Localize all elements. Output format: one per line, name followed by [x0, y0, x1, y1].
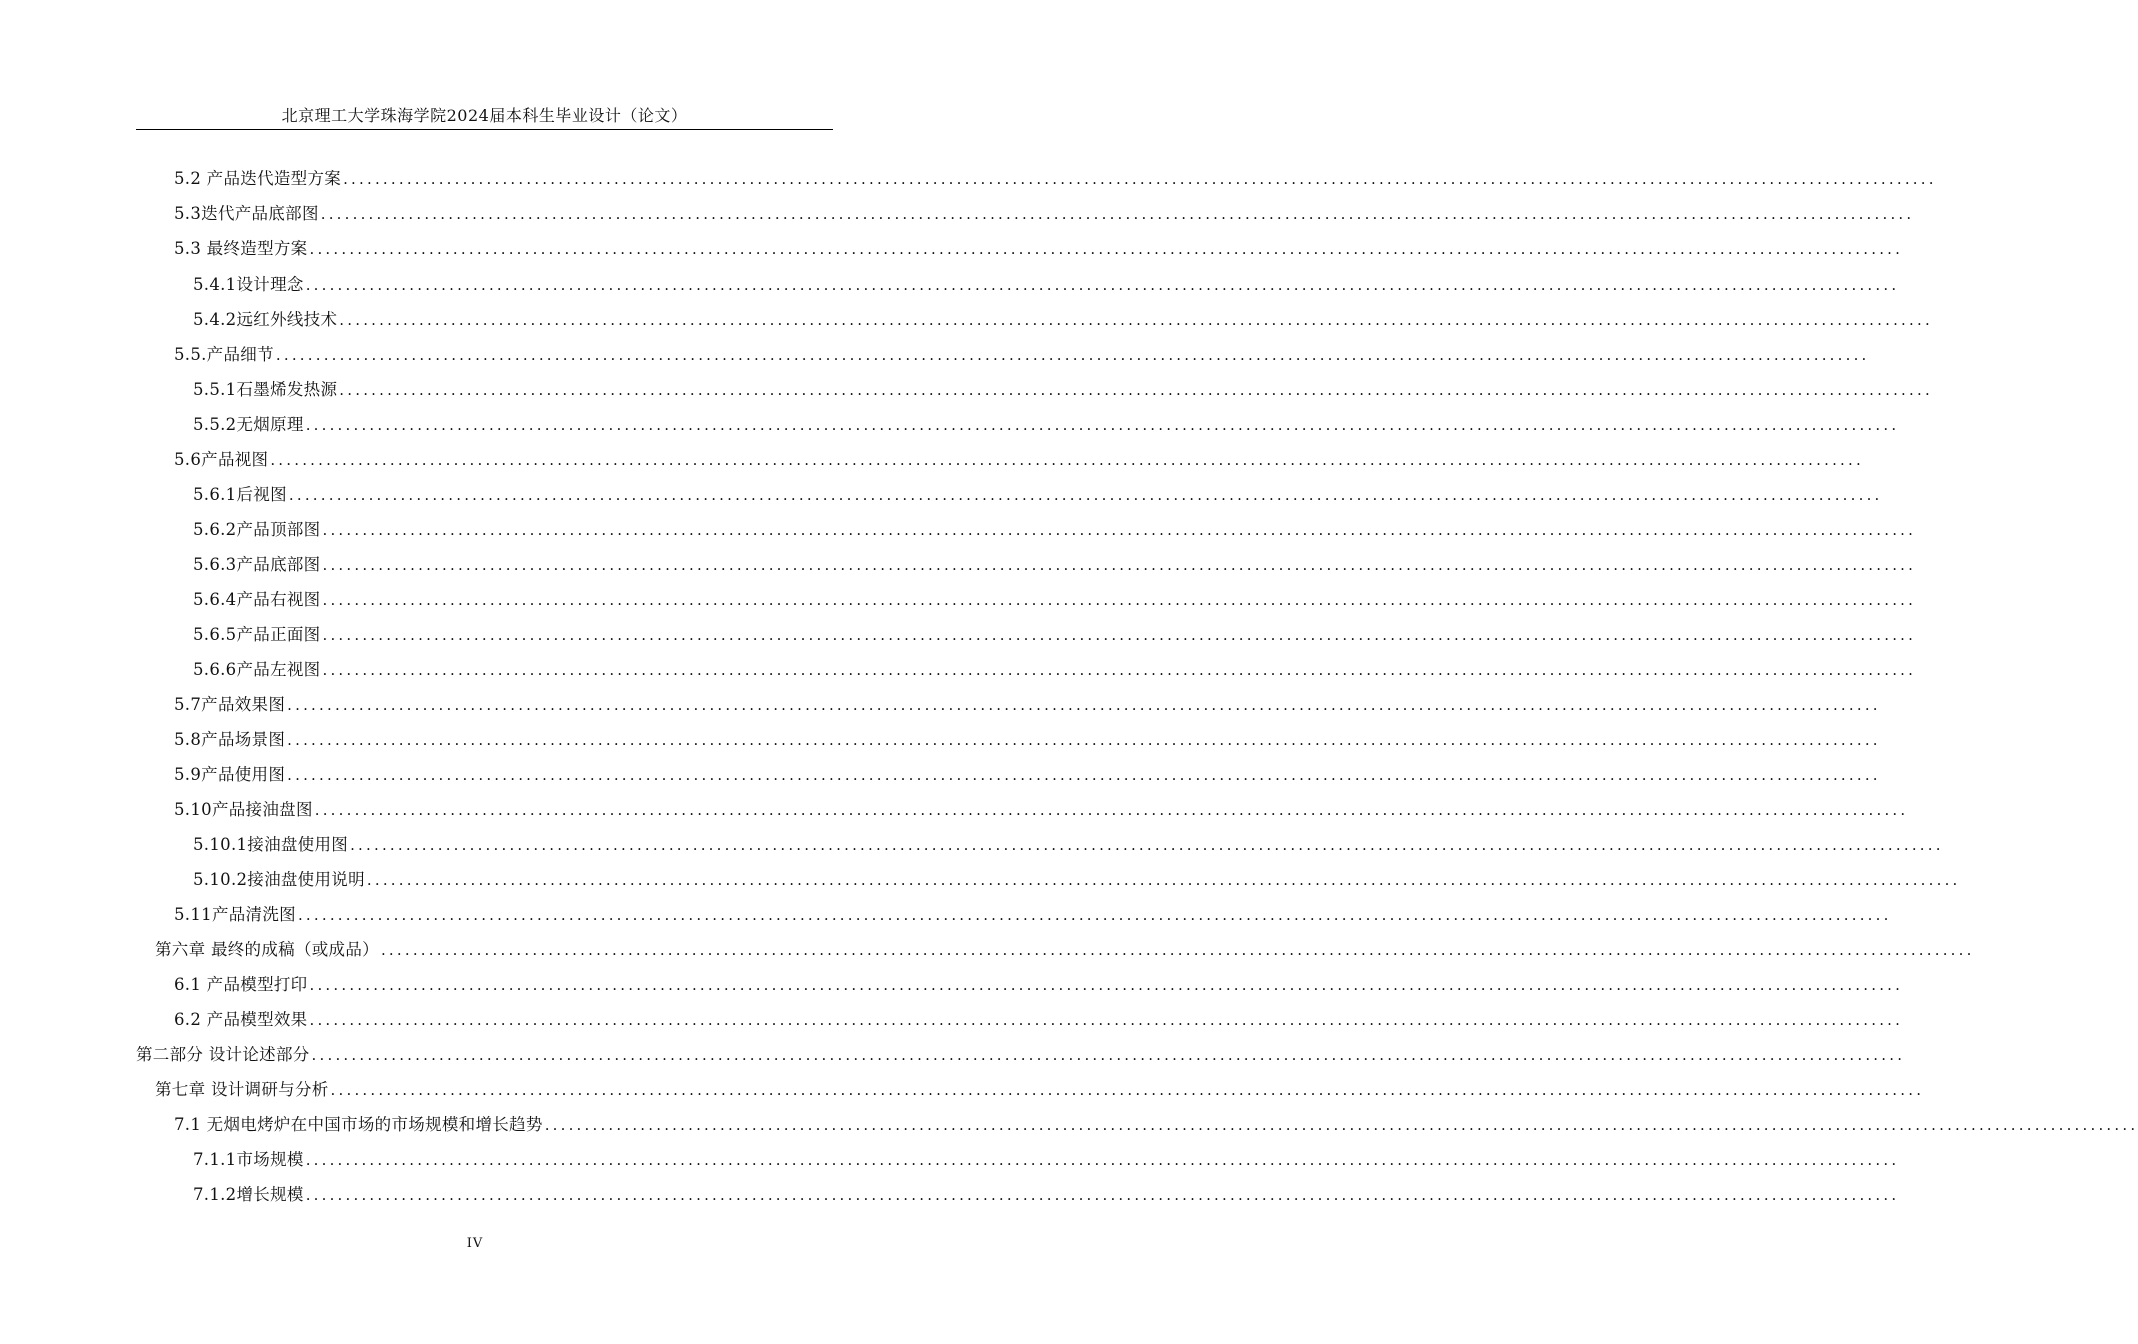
toc-entry-label: 7.1.1市场规模	[193, 1150, 304, 1169]
toc-entry[interactable]	[193, 413, 1900, 437]
toc-dot-leader: ........................................................................................................................................................................................................	[309, 240, 1904, 258]
toc-entry-label: 5.6.4产品右视图	[193, 590, 321, 609]
toc-entry-label: 5.6.1后视图	[193, 485, 287, 504]
toc-entry-label: 5.8产品场景图	[174, 730, 286, 749]
page-number: IV	[466, 1236, 484, 1251]
toc-dot-leader: ........................................................................................................................................................................................................	[314, 801, 1909, 819]
toc-entry-label: 5.4.1设计理念	[193, 275, 304, 294]
toc-entry[interactable]	[174, 973, 1904, 997]
toc-dot-leader: ........................................................................................................................................................................................................	[350, 836, 1944, 854]
toc-entry[interactable]	[193, 1183, 1900, 1207]
toc-entry[interactable]	[193, 623, 1917, 647]
toc-entry-label: 5.10.1接油盘使用图	[193, 835, 349, 854]
toc-entry[interactable]	[193, 553, 1917, 577]
toc-dot-leader: ........................................................................................................................................................................................................	[297, 906, 1892, 924]
toc-entry-label: 5.6.2产品顶部图	[193, 520, 321, 539]
toc-entry[interactable]	[174, 763, 1881, 787]
toc-entry-label: 5.10.2接油盘使用说明	[193, 870, 365, 889]
toc-dot-leader: ........................................................................................................................................................................................................	[322, 626, 1917, 644]
toc-entry-label: 第六章 最终的成稿（或成品）	[155, 940, 379, 959]
toc-entry-label: 5.7产品效果图	[174, 695, 286, 714]
toc-dot-leader: ........................................................................................................................................................................................................	[270, 451, 1864, 469]
toc-entry[interactable]	[174, 798, 1909, 822]
toc-entry-label: 5.6.3产品底部图	[193, 555, 321, 574]
toc-entry[interactable]	[193, 483, 1883, 507]
toc-entry[interactable]	[193, 868, 1961, 892]
toc-entry-label: 6.1 产品模型打印	[174, 975, 308, 994]
toc-dot-leader: ........................................................................................................................................................................................................	[305, 416, 1900, 434]
page-header-title: 北京理工大学珠海学院2024届本科生毕业设计（论文）	[281, 106, 688, 125]
toc-entry-label: 7.1.2增长规模	[193, 1185, 304, 1204]
toc-dot-leader: ........................................................................................................................................................................................................	[320, 205, 1915, 223]
toc-entry[interactable]	[193, 273, 1900, 297]
toc-entry-label: 5.3 最终造型方案	[174, 239, 308, 258]
toc-dot-leader: ........................................................................................................................................................................................................	[305, 276, 1900, 294]
toc-entry-label: 5.11产品清洗图	[174, 905, 296, 924]
toc-dot-leader: ........................................................................................................................................................................................................	[322, 591, 1917, 609]
toc-dot-leader: ........................................................................................................................................................................................................	[322, 661, 1917, 679]
toc-entry[interactable]	[193, 378, 1933, 402]
toc-entry[interactable]	[174, 903, 1892, 927]
toc-dot-leader: ........................................................................................................................................................................................................	[380, 941, 1975, 959]
toc-entry[interactable]	[174, 202, 1915, 226]
toc-dot-leader: ........................................................................................................................................................................................................	[288, 486, 1883, 504]
toc-entry-label: 5.9产品使用图	[174, 765, 286, 784]
toc-entry[interactable]	[193, 308, 1933, 332]
toc-dot-leader: ........................................................................................................................................................................................................	[343, 170, 1937, 188]
toc-entry[interactable]	[174, 167, 1937, 191]
toc-entry[interactable]	[174, 237, 1904, 261]
toc-entry[interactable]	[174, 343, 1870, 367]
toc-entry-label: 5.4.2远红外线技术	[193, 310, 338, 329]
toc-entry[interactable]	[193, 588, 1917, 612]
toc-entry[interactable]	[174, 448, 1864, 472]
toc-entry-label: 5.3迭代产品底部图	[174, 204, 319, 223]
toc-dot-leader: ........................................................................................................................................................................................................	[366, 871, 1961, 889]
toc-dot-leader: ........................................................................................................................................................................................................	[339, 311, 1933, 329]
toc-entry-label: 5.2 产品迭代造型方案	[174, 169, 342, 188]
toc-entry[interactable]	[193, 833, 1944, 857]
toc-entry-label: 7.1 无烟电烤炉在中国市场的市场规模和增长趋势	[174, 1115, 543, 1134]
toc-dot-leader: ........................................................................................................................................................................................................	[287, 731, 1881, 749]
toc-entry[interactable]	[136, 1043, 1906, 1067]
toc-entry-label: 5.5.2无烟原理	[193, 415, 304, 434]
toc-entry[interactable]	[174, 1008, 1904, 1032]
toc-entry[interactable]	[193, 1148, 1900, 1172]
toc-entry[interactable]	[193, 658, 1917, 682]
toc-entry-label: 6.2 产品模型效果	[174, 1010, 308, 1029]
toc-entry-label: 5.10产品接油盘图	[174, 800, 313, 819]
toc-entry-label: 第二部分 设计论述部分	[136, 1045, 310, 1064]
toc-dot-leader: ........................................................................................................................................................................................................	[275, 346, 1870, 364]
toc-entry[interactable]	[193, 518, 1917, 542]
toc-dot-leader: ........................................................................................................................................................................................................	[339, 381, 1933, 399]
toc-entry[interactable]	[174, 693, 1881, 717]
toc-entry[interactable]	[155, 1078, 1925, 1102]
toc-dot-leader: ........................................................................................................................................................................................................	[330, 1081, 1925, 1099]
toc-entry[interactable]	[155, 938, 1975, 962]
toc-entry-label: 第七章 设计调研与分析	[155, 1080, 329, 1099]
toc-dot-leader: ........................................................................................................................................................................................................	[305, 1151, 1900, 1169]
toc-entry[interactable]	[174, 1113, 2138, 1137]
toc-dot-leader: ........................................................................................................................................................................................................	[305, 1186, 1900, 1204]
toc-entry-label: 5.6产品视图	[174, 450, 269, 469]
toc-dot-leader: ........................................................................................................................................................................................................	[544, 1116, 2138, 1134]
toc-dot-leader: ........................................................................................................................................................................................................	[309, 1011, 1904, 1029]
toc-entry[interactable]	[174, 728, 1881, 752]
toc-dot-leader: ........................................................................................................................................................................................................	[287, 766, 1881, 784]
toc-entry-label: 5.6.6产品左视图	[193, 660, 321, 679]
toc-entry-label: 5.6.5产品正面图	[193, 625, 321, 644]
toc-dot-leader: ........................................................................................................................................................................................................	[322, 521, 1917, 539]
toc-dot-leader: ........................................................................................................................................................................................................	[287, 696, 1881, 714]
toc-dot-leader: ........................................................................................................................................................................................................	[309, 976, 1904, 994]
toc-entry-label: 5.5.1石墨烯发热源	[193, 380, 338, 399]
toc-dot-leader: ........................................................................................................................................................................................................	[322, 556, 1917, 574]
toc-dot-leader: ........................................................................................................................................................................................................	[311, 1046, 1906, 1064]
toc-entry-label: 5.5.产品细节	[174, 345, 274, 364]
